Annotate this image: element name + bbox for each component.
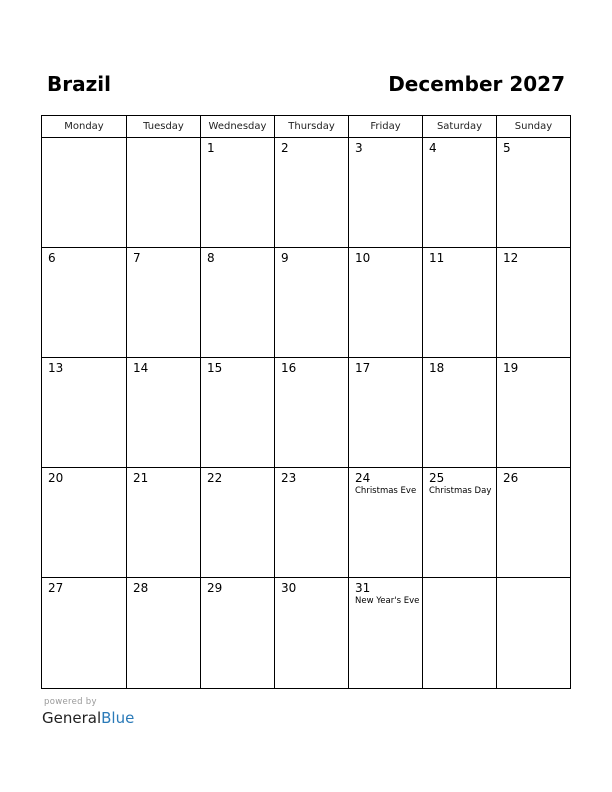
day-cell [423, 358, 497, 467]
weekday-header-friday: Friday [349, 116, 423, 137]
holiday-label: Christmas Eve [355, 486, 417, 496]
weekday-header-thursday: Thursday [275, 116, 349, 137]
day-number: 18 [429, 361, 445, 375]
day-cell [201, 358, 275, 467]
brand-logo[interactable] [42, 709, 134, 727]
brand-general-text: General [42, 709, 102, 727]
day-cell [497, 468, 570, 577]
day-number: 4 [429, 141, 437, 155]
day-number: 15 [207, 361, 223, 375]
day-number: 1 [207, 141, 215, 155]
day-cell [497, 358, 570, 467]
day-cell [275, 248, 349, 357]
day-cell [349, 138, 423, 247]
powered-by-label: powered by [44, 697, 97, 707]
day-number: 7 [133, 251, 141, 265]
day-cell [349, 578, 423, 688]
day-number: 11 [429, 251, 445, 265]
day-number: 25 [429, 471, 445, 485]
day-cell [349, 468, 423, 577]
week-row-4 [42, 468, 570, 578]
week-row-3 [42, 358, 570, 468]
day-number: 28 [133, 581, 149, 595]
day-cell [423, 248, 497, 357]
day-cell [42, 138, 127, 247]
day-cell [423, 138, 497, 247]
day-cell [275, 138, 349, 247]
day-cell [349, 358, 423, 467]
day-number: 30 [281, 581, 297, 595]
day-cell [127, 248, 201, 357]
day-cell [497, 138, 570, 247]
day-cell [42, 578, 127, 688]
weekday-header-sunday: Sunday [514, 121, 553, 132]
day-number: 17 [355, 361, 371, 375]
day-cell [275, 468, 349, 577]
day-cell [42, 468, 127, 577]
day-number: 19 [503, 361, 519, 375]
day-number: 2 [281, 141, 289, 155]
day-cell [127, 468, 201, 577]
day-cell [497, 248, 570, 357]
weekday-header-saturday: Saturday [423, 116, 497, 137]
day-cell [201, 248, 275, 357]
day-cell [127, 138, 201, 247]
day-cell [201, 578, 275, 688]
day-number: 23 [281, 471, 297, 485]
day-number: 26 [503, 471, 519, 485]
day-cell [42, 358, 127, 467]
day-number: 12 [503, 251, 519, 265]
day-number: 16 [281, 361, 297, 375]
country-title: Brazil [47, 72, 111, 96]
day-cell [201, 138, 275, 247]
day-number: 9 [281, 251, 289, 265]
day-cell [275, 578, 349, 688]
holiday-label: Christmas Day [429, 486, 492, 496]
day-cell [127, 578, 201, 688]
calendar-grid [41, 115, 571, 689]
day-cell [42, 248, 127, 357]
day-number: 31 [355, 581, 371, 595]
weekday-header-wednesday: Wednesday [201, 116, 275, 137]
weekday-header-monday: Monday [42, 116, 127, 137]
week-row-5 [42, 578, 570, 688]
day-number: 21 [133, 471, 149, 485]
weekday-header-tuesday: Tuesday [127, 116, 201, 137]
day-number: 20 [48, 471, 64, 485]
day-number: 6 [48, 251, 56, 265]
day-cell [349, 248, 423, 357]
day-cell [275, 358, 349, 467]
day-number: 10 [355, 251, 371, 265]
day-number: 14 [133, 361, 149, 375]
day-cell [201, 468, 275, 577]
holiday-label: New Year's Eve [355, 596, 420, 606]
day-number: 3 [355, 141, 363, 155]
day-cell [127, 358, 201, 467]
day-number: 27 [48, 581, 64, 595]
day-number: 22 [207, 471, 223, 485]
day-cell [497, 578, 570, 688]
month-year-title: December 2027 [388, 72, 565, 96]
brand-blue-text: Blue [101, 709, 135, 727]
day-number: 5 [503, 141, 511, 155]
week-row-1 [42, 138, 570, 248]
weekday-header-row [42, 116, 570, 138]
day-cell [423, 578, 497, 688]
week-row-2 [42, 248, 570, 358]
day-number: 13 [48, 361, 64, 375]
day-number: 24 [355, 471, 371, 485]
day-number: 29 [207, 581, 223, 595]
day-number: 8 [207, 251, 215, 265]
day-cell [423, 468, 497, 577]
